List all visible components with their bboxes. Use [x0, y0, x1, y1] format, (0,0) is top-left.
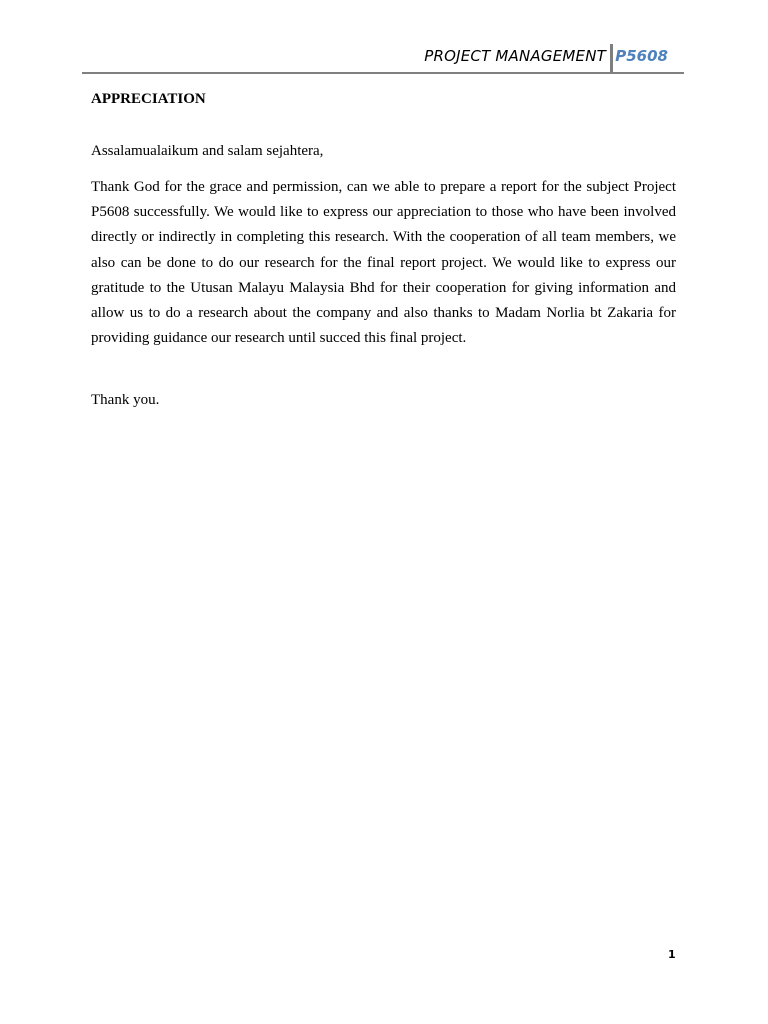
section-heading: APPRECIATION: [91, 91, 206, 107]
header-course-code: P5608: [615, 47, 668, 65]
appreciation-paragraph: Thank God for the grace and permission, can we able to prepare a report for the subject Project P5608 successfully. We would like to express our appreciation to those who have been involved directly or indirectly in completing this research. With the cooperation of all team members, we also can be done to do our research for the final report project. We would like to express our gratitude to the Utusan Malayu Malaysia Bhd for their cooperation for giving information and allow us to do a research about the company and also thanks to Madam Norlia bt Zakaria for providing guidance our research until succed this final project.: [91, 179, 676, 347]
header-title: PROJECT MANAGEMENT: [424, 47, 606, 65]
closing-line: Thank you.: [91, 392, 160, 408]
page-number: 1: [668, 948, 676, 961]
header-rule: [82, 72, 684, 74]
salutation: Assalamualaikum and salam sejahtera,: [91, 143, 324, 159]
header-separator: [610, 44, 613, 74]
page-header: [82, 44, 684, 74]
